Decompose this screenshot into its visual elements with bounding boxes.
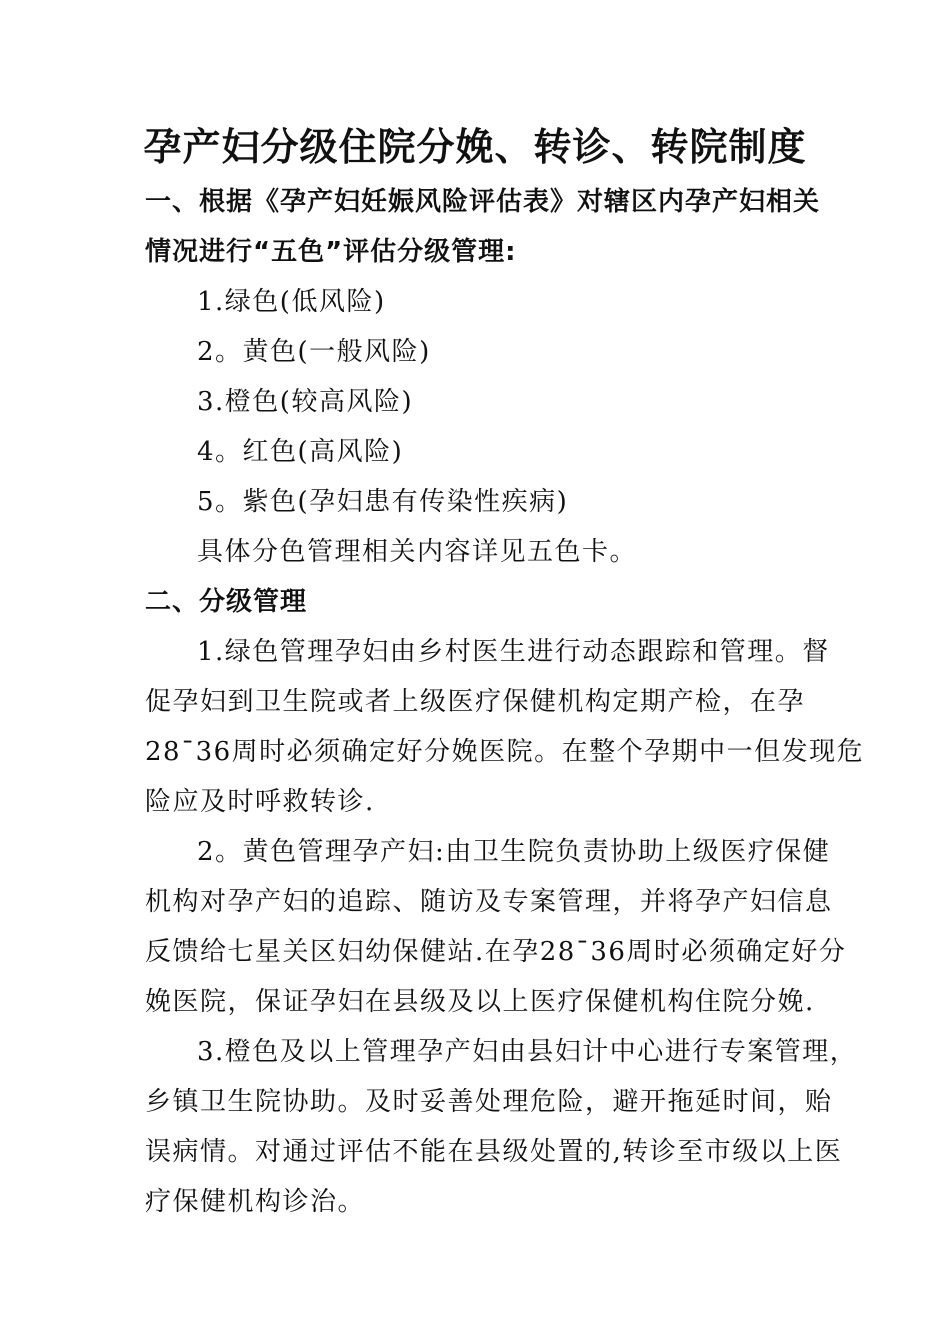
yellow-management-line3: 反馈给七星关区妇幼保健站.在孕28¯36周时必须确定好分: [145, 937, 847, 967]
risk-level-item-purple: 5。紫色(孕妇患有传染性疾病): [197, 487, 569, 517]
orange-management-line3: 误病情。对通过评估不能在县级处置的,转诊至市级以上医: [145, 1137, 843, 1167]
orange-management-line4: 疗保健机构诊治。: [145, 1187, 366, 1217]
risk-level-item-yellow: 2。黄色(一般风险): [197, 337, 431, 367]
green-management-line3: 28¯36周时必须确定好分娩医院。在整个孕期中一但发现危: [145, 737, 865, 767]
five-color-card-note: 具体分色管理相关内容详见五色卡。: [197, 537, 638, 567]
green-management-line4: 险应及时呼救转诊.: [145, 787, 375, 817]
green-management-line1: 1.绿色管理孕妇由乡村医生进行动态跟踪和管理。督: [197, 637, 830, 667]
section2-heading: 二、分级管理: [145, 587, 308, 617]
document-title: 孕产妇分级住院分娩、转诊、转院制度: [143, 124, 807, 169]
yellow-management-line1: 2。黄色管理孕产妇:由卫生院负责协助上级医疗保健: [197, 837, 831, 867]
risk-level-item-orange: 3.橙色(较高风险): [197, 387, 414, 417]
green-management-line2: 促孕妇到卫生院或者上级医疗保健机构定期产检，在孕: [145, 687, 806, 717]
section1-heading-line1: 一、根据《孕产妇妊娠风险评估表》对辖区内孕产妇相关: [145, 187, 821, 217]
section1-heading-line2: 情况进行“五色”评估分级管理:: [145, 237, 517, 267]
yellow-management-line2: 机构对孕产妇的追踪、随访及专案管理，并将孕产妇信息: [145, 887, 833, 917]
yellow-management-line4: 娩医院，保证孕妇在县级及以上医疗保健机构住院分娩.: [145, 987, 815, 1017]
risk-level-item-red: 4。红色(高风险): [197, 437, 404, 467]
risk-level-item-green: 1.绿色(低风险): [197, 287, 386, 317]
orange-management-line1: 3.橙色及以上管理孕产妇由县妇计中心进行专案管理，: [197, 1037, 858, 1067]
orange-management-line2: 乡镇卫生院协助。及时妥善处理危险，避开拖延时间，贻: [145, 1087, 833, 1117]
